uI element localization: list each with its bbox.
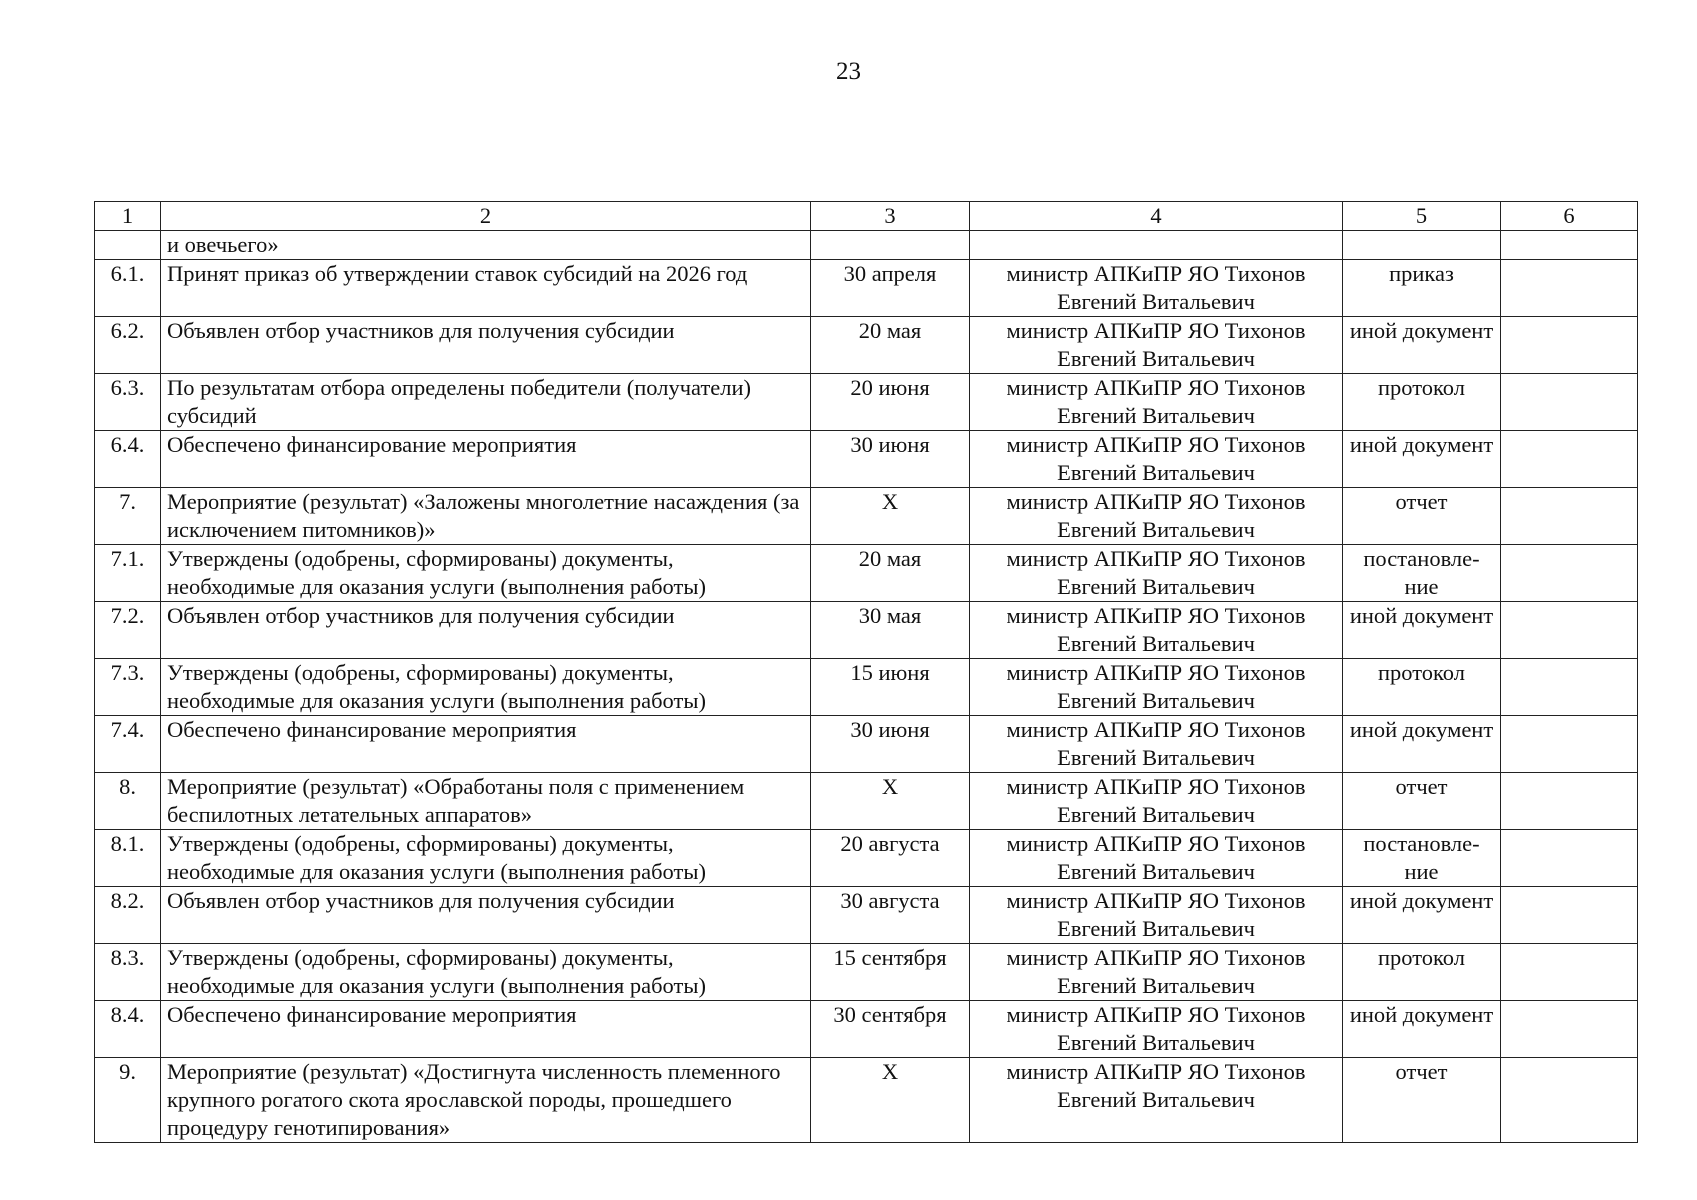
plan-table xyxy=(94,201,1638,1143)
row-deadline: 15 июня xyxy=(811,659,970,716)
row-responsible: министр АПКиПР ЯО Тихонов Евгений Витальевич xyxy=(970,431,1343,488)
row-number: 7.3. xyxy=(95,659,161,716)
row-note xyxy=(1501,260,1638,317)
table-row xyxy=(95,488,1638,545)
page-number: 23 xyxy=(836,58,861,85)
table-row xyxy=(95,773,1638,830)
row-number: 6.3. xyxy=(95,374,161,431)
table-row xyxy=(95,317,1638,374)
row-responsible: министр АПКиПР ЯО Тихонов Евгений Витальевич xyxy=(970,488,1343,545)
row-deadline xyxy=(811,231,970,260)
row-description: Объявлен отбор участников для получения субсидии xyxy=(161,317,811,374)
row-responsible: министр АПКиПР ЯО Тихонов Евгений Витальевич xyxy=(970,602,1343,659)
row-deadline: 20 мая xyxy=(811,545,970,602)
row-number xyxy=(95,231,161,260)
row-document-type: приказ xyxy=(1343,260,1501,317)
row-description: Мероприятие (результат) «Обработаны поля с применением беспилотных летательных аппаратов» xyxy=(161,773,811,830)
row-document-type xyxy=(1343,231,1501,260)
row-note xyxy=(1501,488,1638,545)
row-deadline: 20 мая xyxy=(811,317,970,374)
row-deadline: 30 июня xyxy=(811,431,970,488)
row-note xyxy=(1501,1001,1638,1058)
row-document-type: протокол xyxy=(1343,374,1501,431)
row-note xyxy=(1501,887,1638,944)
row-description: Утверждены (одобрены, сформированы) документы, необходимые для оказания услуги (выполнения работы) xyxy=(161,944,811,1001)
column-header: 6 xyxy=(1501,202,1638,231)
table-body xyxy=(95,231,1638,1143)
table-row xyxy=(95,1058,1638,1143)
row-number: 8.1. xyxy=(95,830,161,887)
row-note xyxy=(1501,431,1638,488)
row-number: 8. xyxy=(95,773,161,830)
row-deadline: 15 сентября xyxy=(811,944,970,1001)
table-row xyxy=(95,545,1638,602)
table-row xyxy=(95,602,1638,659)
row-number: 9. xyxy=(95,1058,161,1143)
row-responsible: министр АПКиПР ЯО Тихонов Евгений Витальевич xyxy=(970,830,1343,887)
table-header-row xyxy=(95,202,1638,231)
row-deadline: Х xyxy=(811,773,970,830)
row-note xyxy=(1501,716,1638,773)
table-row xyxy=(95,1001,1638,1058)
row-responsible: министр АПКиПР ЯО Тихонов Евгений Витальевич xyxy=(970,887,1343,944)
table-row xyxy=(95,944,1638,1001)
row-description: По результатам отбора определены победители (получатели) субсидий xyxy=(161,374,811,431)
table-row xyxy=(95,374,1638,431)
row-responsible: министр АПКиПР ЯО Тихонов Евгений Витальевич xyxy=(970,944,1343,1001)
row-document-type: постановле-ние xyxy=(1343,830,1501,887)
row-deadline: Х xyxy=(811,488,970,545)
row-responsible: министр АПКиПР ЯО Тихонов Евгений Витальевич xyxy=(970,773,1343,830)
row-description: Утверждены (одобрены, сформированы) документы, необходимые для оказания услуги (выполнения работы) xyxy=(161,830,811,887)
row-document-type: отчет xyxy=(1343,1058,1501,1143)
row-note xyxy=(1501,659,1638,716)
row-description: Утверждены (одобрены, сформированы) документы, необходимые для оказания услуги (выполнения работы) xyxy=(161,545,811,602)
row-number: 7.2. xyxy=(95,602,161,659)
row-description: Объявлен отбор участников для получения субсидии xyxy=(161,602,811,659)
column-header: 2 xyxy=(161,202,811,231)
row-note xyxy=(1501,602,1638,659)
row-deadline: 30 мая xyxy=(811,602,970,659)
row-description: Принят приказ об утверждении ставок субсидий на 2026 год xyxy=(161,260,811,317)
table-row xyxy=(95,260,1638,317)
row-number: 6.4. xyxy=(95,431,161,488)
row-deadline: 30 августа xyxy=(811,887,970,944)
row-note xyxy=(1501,317,1638,374)
row-number: 6.2. xyxy=(95,317,161,374)
row-description: Обеспечено финансирование мероприятия xyxy=(161,716,811,773)
table-row xyxy=(95,659,1638,716)
row-document-type: иной документ xyxy=(1343,317,1501,374)
row-note xyxy=(1501,545,1638,602)
row-number: 8.4. xyxy=(95,1001,161,1058)
row-responsible: министр АПКиПР ЯО Тихонов Евгений Витальевич xyxy=(970,545,1343,602)
row-document-type: постановле-ние xyxy=(1343,545,1501,602)
row-number: 8.3. xyxy=(95,944,161,1001)
row-number: 6.1. xyxy=(95,260,161,317)
row-document-type: иной документ xyxy=(1343,602,1501,659)
row-document-type: иной документ xyxy=(1343,1001,1501,1058)
row-description: Мероприятие (результат) «Заложены многолетние насаждения (за исключением питомников)» xyxy=(161,488,811,545)
table-row xyxy=(95,830,1638,887)
row-responsible: министр АПКиПР ЯО Тихонов Евгений Витальевич xyxy=(970,317,1343,374)
row-deadline: 30 сентября xyxy=(811,1001,970,1058)
row-note xyxy=(1501,374,1638,431)
row-description: Обеспечено финансирование мероприятия xyxy=(161,1001,811,1058)
row-description: Утверждены (одобрены, сформированы) документы, необходимые для оказания услуги (выполнения работы) xyxy=(161,659,811,716)
row-deadline: 20 июня xyxy=(811,374,970,431)
row-document-type: протокол xyxy=(1343,944,1501,1001)
row-responsible: министр АПКиПР ЯО Тихонов Евгений Витальевич xyxy=(970,1001,1343,1058)
row-number: 7. xyxy=(95,488,161,545)
row-deadline: Х xyxy=(811,1058,970,1143)
row-note xyxy=(1501,830,1638,887)
row-responsible xyxy=(970,231,1343,260)
row-note xyxy=(1501,773,1638,830)
row-number: 8.2. xyxy=(95,887,161,944)
row-deadline: 30 апреля xyxy=(811,260,970,317)
row-document-type: иной документ xyxy=(1343,431,1501,488)
row-deadline: 30 июня xyxy=(811,716,970,773)
row-document-type: протокол xyxy=(1343,659,1501,716)
row-document-type: отчет xyxy=(1343,773,1501,830)
row-number: 7.4. xyxy=(95,716,161,773)
row-note xyxy=(1501,944,1638,1001)
column-header: 1 xyxy=(95,202,161,231)
row-responsible: министр АПКиПР ЯО Тихонов Евгений Витальевич xyxy=(970,374,1343,431)
row-description: Обеспечено финансирование мероприятия xyxy=(161,431,811,488)
row-responsible: министр АПКиПР ЯО Тихонов Евгений Витальевич xyxy=(970,659,1343,716)
row-description: Мероприятие (результат) «Достигнута численность племенного крупного рогатого скота ярославской породы, прошедшего процедуру генотипирования» xyxy=(161,1058,811,1143)
row-document-type: иной документ xyxy=(1343,716,1501,773)
row-note xyxy=(1501,231,1638,260)
row-note xyxy=(1501,1058,1638,1143)
table-row xyxy=(95,231,1638,260)
row-responsible: министр АПКиПР ЯО Тихонов Евгений Витальевич xyxy=(970,1058,1343,1143)
row-responsible: министр АПКиПР ЯО Тихонов Евгений Витальевич xyxy=(970,716,1343,773)
table-row xyxy=(95,716,1638,773)
row-number: 7.1. xyxy=(95,545,161,602)
table-row xyxy=(95,431,1638,488)
column-header: 5 xyxy=(1343,202,1501,231)
row-description: Объявлен отбор участников для получения субсидии xyxy=(161,887,811,944)
row-description: и овечьего» xyxy=(161,231,811,260)
row-responsible: министр АПКиПР ЯО Тихонов Евгений Витальевич xyxy=(970,260,1343,317)
table-row xyxy=(95,887,1638,944)
column-header: 3 xyxy=(811,202,970,231)
row-deadline: 20 августа xyxy=(811,830,970,887)
row-document-type: иной документ xyxy=(1343,887,1501,944)
column-header: 4 xyxy=(970,202,1343,231)
row-document-type: отчет xyxy=(1343,488,1501,545)
